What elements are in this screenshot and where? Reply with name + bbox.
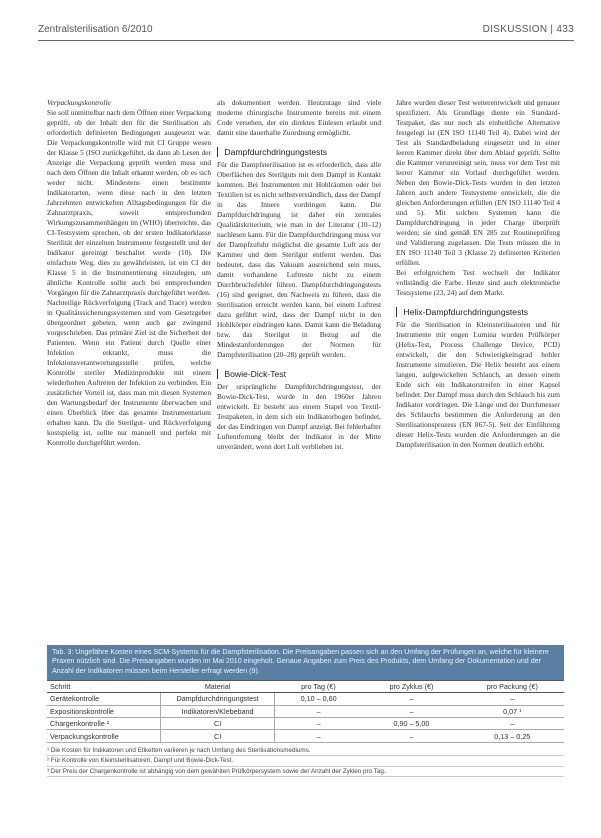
table-cell: Gerätekontrolle (47, 693, 161, 705)
page-header (38, 24, 574, 38)
paragraph: Nachteilige Rückverfolgung (Track and Trace) werden in Qualitätssicherungssystemen und vom Gesetzgeber übergeordnet gebeten, wenn auch gar zwingend vorgeschrieben. Das primäre Ziel ist die Sicherheit der Patienten. Wenn ein Patient durch Quelle einer Infektion erkrankt, muss die Infektionsverantwortungsstelle prüfen, welche Kontrolle steriler Medizinprodukte mit einem wiederholten Auftreten der Infektion zu verbinden. Ein zusätzlicher Vorteil ist, dass man mit diesen Systemen den Wartungsbedarf der Instrumente überwachen und einen Überblick über das gesamte Instrumentarium erhalten kann. Da die Sterilgut- und Rückverfolgung kostspielig ist, sollte nur manuell und perfekt mit Kontrolle durchgeführt werden. (47, 298, 211, 447)
table-cell: – (274, 730, 362, 742)
table-cell: 0,13 – 0,25 (461, 730, 564, 742)
table-cell: Verpackungskontrolle (47, 730, 161, 742)
paragraph: als dokumentiert werden. Heutzutage sind viele moderne chirurgische Instrumente bereits mit einem Code versehen, der ein direktes Einlesen erlaubt und damit eine dauerhafte Zuordnung ermöglicht. (217, 98, 381, 137)
column-3 (396, 98, 560, 450)
table-cell: – (461, 718, 564, 730)
table-cell: – (362, 705, 460, 717)
header-cell: Schritt (47, 680, 161, 692)
table (47, 680, 564, 743)
section-title-helix: Helix-Dampfdurchdringungstests (403, 307, 529, 317)
table-cell: 0,07 ¹ (461, 705, 564, 717)
header-cell: pro Packung (€) (461, 680, 564, 692)
footnote: ² Für Kontrolle von Kleinsterilisatoren, Dampf und Bowie-Dick-Test. (47, 756, 564, 767)
table-row (47, 718, 564, 730)
table-cell: – (274, 705, 362, 717)
journal-issue: Zentralsterilisation 6/2010 (38, 24, 153, 35)
paragraph: Bei erfolgreichem Test wechselt der Indikator vollständig die Farbe. Heute sind auch elektronische Testsysteme (23, 24) auf dem Markt. (396, 268, 560, 297)
table-cell: 0,10 – 0,60 (274, 693, 362, 705)
subheading-verpackungskontrolle: Verpackungskontrolle (47, 98, 111, 107)
table-header-row (47, 680, 564, 692)
header-cell: pro Tag (€) (274, 680, 362, 692)
table-row (47, 730, 564, 742)
table-row (47, 705, 564, 717)
paragraph: Für die Dampfsterilisation ist es erforderlich, dass alle Oberflächen des Sterilguts mit dem Dampf in Kontakt kommen. Bei Instrumenten mit Hohlräumen oder bei Textilien ist es nicht selbstverständlich, dass der Dampf in das Innere vordringen kann. Die Dampfdurchdringung ist daher ein zentrales Qualitätskriterium, wie man in der Literatur (10–12) nachlesen kann. Für die Dampfdurchdringung muss vor der Dampfzufuhr möglichst die gesamte Luft aus der Kammer und dem Sterilgut entfernt werden. Das bedeutet, dass das Vakuum ausreichend sein muss, damit vorhandene Luftreste nicht zu einem Durchbruchsfehler führen. Dampfdurchdringungstests (16) sind geeignet, den Nachweis zu führen, dass die Sterilisation erreicht werden kann, bei einem Luftrest dazu geführt wird, dass der Dampf nicht in den Hohlkörper eindringen kann. Damit kann die Beladung bzw. das Sterilgut in Bezug auf die Mindestanforderungen der Normen für Dampfsterilisation (20–28) geprüft werden. (217, 160, 381, 359)
paragraph: Sie soll unmittelbar nach dem Öffnen einer Verpackung geprüft, ob der Inhalt den für die Sterilisation als erforderlich definierten Bedingungen ausgesetzt war. Die Verpackungskontrolle wird mit CI Gruppe wesen der Klasse 5 (ISO zurückgeführt, da dann ab Lesen der Anzeige die Verpackung geprüft werden muss und nach dem Öffnen die Inhalt erkannt werden, ob es sich weder nicht. Mindestens einen bestimmte Indikatorarten, wenn diese nach in den letzten Jahrzehnten entwickelten Alltagsbedingungen für die Zahnarztpraxis, soweit entsprechenden Wirkungszusammenhängen im (WHO) überreichte, das CI-Testsystem sprechen, ob der ersten Indikatorklasse Sterilität der einzelnen Instrumente festgestellt und der Indikator gereinigt beschaltet werde (10). Die einfachste Weg, dies zu gewährleisten, ist ein CI der Klasse 5 in die Instrumentierung einzulegen, um ähnliche Kontrolle sollte auch bei entsprechenden Vorgängen für die Zahnarztpraxis durchgeführt werden. (47, 108, 211, 297)
table-cell: Dampfdurchdringungstest (161, 693, 275, 705)
section-marker (217, 369, 218, 379)
table-cell: – (461, 693, 564, 705)
table-cell: CI (161, 730, 275, 742)
footnote: ¹ Die Kosten für Indikatoren und Etiketten variieren je nach Umfang des Sterilisationsmediums. (47, 746, 564, 757)
table-cell: – (362, 693, 460, 705)
table-cell: CI (161, 718, 275, 730)
table-cell: Indikatoren/Klebeband (161, 705, 275, 717)
section-marker (396, 307, 397, 317)
table-cell: – (362, 730, 460, 742)
table-cell: 0,90 – 5,00 (362, 718, 460, 730)
table-caption: Tab. 3: Ungefähre Kosten eines SCM-Systems für die Dampfsterilisation. Die Preisangaben passen sich an den Umfang der Prüfungen an, welche für kleinere Praxen nützlich sind. Die Preisangaben wurden im Mai 2010 eingeholt. Genaue Angaben zum Preis des Produkts, dem Umfang der Dokumentation und der Anzahl der Indikatoren müssen beim Hersteller erfragt werden (9). (47, 645, 564, 680)
column-2 (217, 98, 381, 452)
section-heading (217, 369, 381, 379)
section-page-number: DISKUSSION | 433 (482, 24, 574, 35)
section-heading (396, 307, 560, 317)
header-cell: Material (161, 680, 275, 692)
table-row (47, 693, 564, 705)
header-cell: pro Zyklus (€) (362, 680, 460, 692)
table-cell: Expositionskontrolle (47, 705, 161, 717)
section-title-bowie-dick: Bowie-Dick-Test (224, 369, 286, 379)
footnote: ³ Der Preis der Chargenkontrolle ist abhängig von dem gewählten Prüfkörpersystem sowie der Anzahl der Zyklen pro Tag. (47, 767, 564, 778)
column-1 (47, 98, 211, 448)
section-heading (217, 147, 381, 157)
section-title-dampfdurchdringungstests: Dampfdurchdringungstests (224, 147, 328, 157)
section-marker (217, 147, 218, 157)
paragraph: Jahre wurden dieser Test weiterentwickelt und genauer spezifiziert. Als Grundlage diente ein Standard-Testpaket, das nur noch als einheitliche Alternative festgelegt ist (EN ISO 11140 Teil 4). Dabei wird der Test als Standardbeladung eingesetzt und in einer leeren Kammer direkt über dem Ablauf geprüft. Sollte die Kammer verunreinigt sein, muss vor dem Test mit leerer Kammer ein Vorlauf durchgeführt werden. Neben den Bowie-Dick-Tests wurden in den letzten Jahren auch andere Testsysteme entwickelt, die die gleichen Anforderungen erfüllen (EN ISO 11140 Teil 4 und 5). Mit solchen Systemen kann die Dampfdurchdringung in jeder Charge überprüft werden; sie sind gemäß EN 285 zur Routineprüfung und Validierung zugelassen. Die Tests müssen die in EN ISO 11140 Teil 3 (Klasse 2) definierten Kriterien erfüllen. (396, 98, 560, 267)
table-cell: – (274, 718, 362, 730)
paragraph: Der ursprüngliche Dampfdurchdringungstest, der Bowie-Dick-Test, wurde in den 1960er Jahren entwickelt. Er besteht aus einem Stapel von Textil-Testpaketen, in dem sich ein Indikatorbogen befindet, der das Eindringen von Dampf anzeigt. Bei fehlerhafter Luftentfernung bleibt der Indikator in der Mitte unverändert, wenn dort Luft verblieben ist. (217, 382, 381, 451)
cost-table (47, 645, 564, 777)
table-cell: Chargenkontrolle ² (47, 718, 161, 730)
header-rule (38, 40, 574, 41)
table-footnotes (47, 746, 564, 778)
paragraph: Für die Sterilisation in Kleinsterilisatoren und für Instrumente mit engen Lumina wurden Prüfkörper (Helix-Test, Process Challenge Device, PCD) entwickelt, die den Schwierigkeitsgrad hohler Instrumente simulieren. Die Helix besteht aus einem langen, aufgewickelten Schlauch, an dessen einem Ende sich ein Indikatorstreifen in einer Kapsel befindet. Der Dampf muss durch den Schlauch bis zum Indikator vordringen. Die Länge und der Durchmesser des Schlauchs bestimmen die Anforderung an den Sterilisationsprozess (EN 867-5). Seit der Einführung dieser Helix-Tests wurden die Anforderungen an die Dampfsterilisation in den Normen deutlich erhöht. (396, 320, 560, 449)
